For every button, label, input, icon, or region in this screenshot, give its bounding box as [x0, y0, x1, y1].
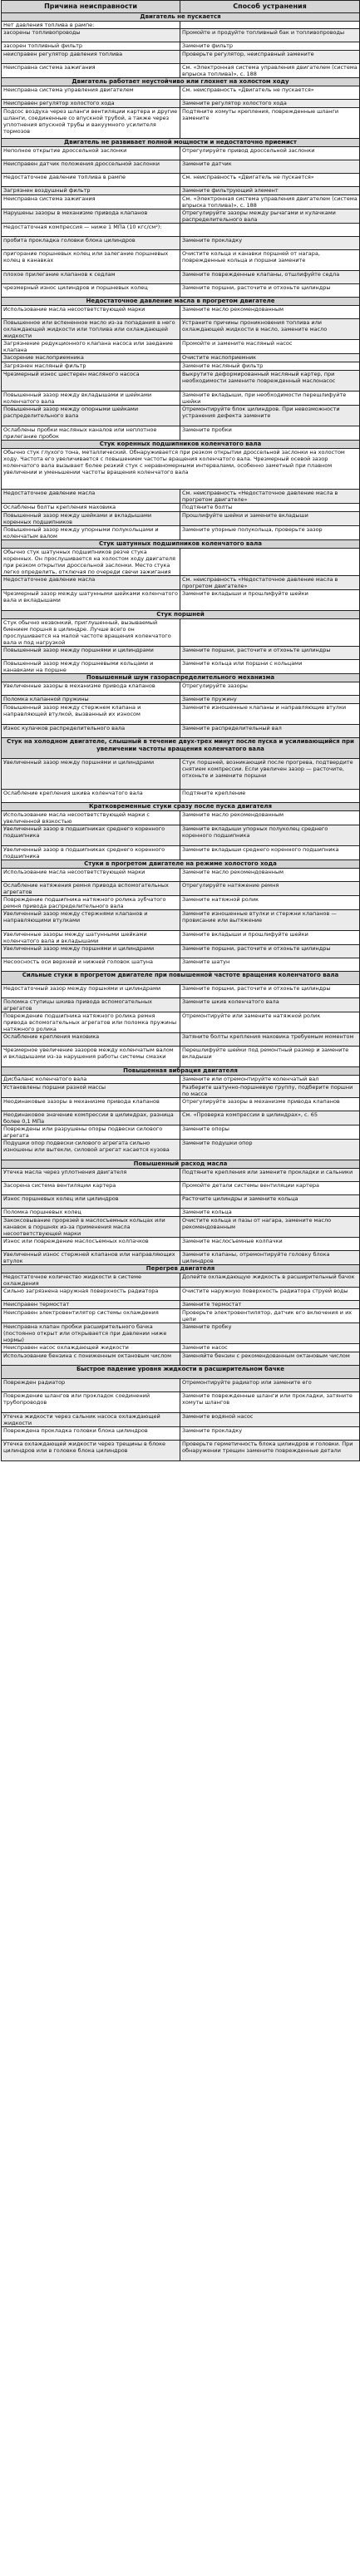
- section-header: [2, 78, 360, 86]
- fix-cell: См. «Проверка компрессии в цилиндрах», с. 65: [180, 1111, 360, 1125]
- section-header: [2, 441, 360, 449]
- cause-cell: Засорена система вентиляции картера: [2, 1182, 180, 1195]
- cause-cell: Неисправен термостат: [2, 1301, 180, 1309]
- cause-cell: Ослабление крепления маховика: [2, 1033, 180, 1047]
- fix-cell: Замените термостат: [180, 1301, 360, 1309]
- table-row: [2, 426, 360, 441]
- section-title: Недостаточное давление масла в прогретом двигателе: [2, 298, 360, 306]
- fix-cell: Замените упорные полукольца, проверьте зазор: [180, 526, 360, 540]
- cause-cell: Повреждение шлангов или прокладок соединений трубопроводов: [2, 1392, 180, 1413]
- cause-cell: Неисправен электровентилятор системы охлаждения: [2, 1309, 180, 1323]
- fix-cell: См. неисправность «Недостаточное давление масла в прогретом двигателе»: [180, 576, 360, 590]
- cause-cell: Обычно стук шатунных подшипников резче стука коренных. Он прослушивается на холостом ходу двигателя при резком открытии дроссельной заслонки. Место стука легко определить, отключая по очереди свечи зажигания: [2, 549, 180, 576]
- table-row: [2, 998, 360, 1012]
- fix-cell: Очистите кольца и канавки поршней от нагара, поврежденные кольца и поршни замените: [180, 250, 360, 271]
- cause-cell: Дисбаланс коленчатого вала: [2, 1076, 180, 1084]
- fix-cell: [180, 619, 360, 647]
- table-row: [2, 945, 360, 958]
- cause-cell: Неполное открытие дроссельной заслонки: [2, 147, 180, 160]
- table-row: [2, 660, 360, 674]
- table-row: [2, 209, 360, 224]
- fix-cell: Расточите цилиндры и замените кольца: [180, 1195, 360, 1209]
- fix-cell: Очистите кольца и пазы от нагара, замените масло рекомендованным: [180, 1217, 360, 1238]
- fix-cell: Замените или отремонтируйте коленчатый вал: [180, 1076, 360, 1084]
- fix-cell: Замените поршни, расточите и отхоньте цилиндры: [180, 647, 360, 660]
- section-header: [2, 611, 360, 619]
- section-title: Двигатель работает неустойчиво или глохнет на холостом ходу: [2, 78, 360, 86]
- fix-cell: Замените шкив коленчатого вала: [180, 998, 360, 1012]
- table-row: [2, 371, 360, 392]
- table-row: [2, 725, 360, 738]
- table-body: [2, 13, 360, 1461]
- table-row: [2, 1301, 360, 1309]
- fix-cell: Замените масло рекомендованным: [180, 811, 360, 825]
- section-header: [2, 1067, 360, 1076]
- cause-cell: Увеличенные зазоры между шатунными шейками коленчатого вала и вкладышами: [2, 931, 180, 945]
- fix-cell: Подтяните болты: [180, 504, 360, 512]
- table-row: [2, 1140, 360, 1160]
- table-row: [2, 1251, 360, 1265]
- cause-cell: Поврежден радиатор: [2, 1379, 180, 1392]
- cause-cell: Использование масла несоответствующей марки: [2, 306, 180, 319]
- table-row: [2, 1288, 360, 1301]
- cause-cell: Поломка ступицы шкива привода вспомогательных агрегатов: [2, 998, 180, 1012]
- table-row: [2, 931, 360, 945]
- table-row: [2, 86, 360, 100]
- fix-cell: Отремонтируйте или замените натяжной ролик: [180, 1012, 360, 1033]
- table-row: [2, 869, 360, 882]
- cause-cell: Использование бензина с пониженным октановым числом: [2, 1352, 180, 1366]
- fix-cell: Отрегулируйте зазоры: [180, 682, 360, 696]
- section-header: [2, 1265, 360, 1273]
- cause-cell: засорен топливный фильтр: [2, 42, 180, 51]
- section-header: [2, 139, 360, 147]
- cause-cell: Поломка клапанной пружины: [2, 696, 180, 704]
- table-row: [2, 406, 360, 426]
- cause-cell: Повышенный зазор между поршневыми кольцами и канавками на поршне: [2, 660, 180, 674]
- cause-cell: Повреждены или разрушены опоры подвески силового агрегата: [2, 1125, 180, 1140]
- cause-cell: Обычно стук глухого тона, металлический. Обнаруживается при резком открытии дроссельной заслонки на холостом ходу. Частота его увеличивается с повышением частоты вращения коленчатого вала. Чрезмерный осевой зазор коленчатого вала вызывает более резкий стук с неравномерными интервалами, особенно заметный при плавном увеличении и уменьшении частоты вращения коленчатого вала: [2, 449, 360, 490]
- troubleshooting-table: [1, 0, 360, 1461]
- fix-cell: Отрегулируйте зазоры в механизме привода клапанов: [180, 1098, 360, 1111]
- fix-cell: Отрегулируйте зазоры между рычагами и кулачками распределительного вала: [180, 209, 360, 224]
- fix-cell: Отрегулируйте привод дроссельной заслонки: [180, 147, 360, 160]
- fix-cell: Замените распределительный вал: [180, 725, 360, 738]
- fix-cell: Замените маслосъемные колпачки: [180, 1238, 360, 1251]
- cause-cell: Повышенный зазор между вкладышами и шейками коленчатого вала: [2, 392, 180, 406]
- table-row: [2, 1125, 360, 1140]
- fix-cell: Стук поршней, возникающий после прогрева, подтвердите снятием компрессии. Если увеличен зазор — расточите, отхоньте и замените поршни: [180, 759, 360, 790]
- table-row: [2, 790, 360, 803]
- cause-cell: Чрезмерный износ шестерен масляного насоса: [2, 371, 180, 392]
- fix-cell: Прошлифуйте шейки и замените вкладыши: [180, 512, 360, 526]
- fix-cell: Замените пружину: [180, 696, 360, 704]
- fix-cell: [180, 22, 360, 29]
- cause-cell: Повышенный зазор между опорными шейками распределительного вала: [2, 406, 180, 426]
- table-row: [2, 896, 360, 910]
- cause-cell: Неисправен датчик положения дроссельной заслонки: [2, 160, 180, 174]
- fix-cell: Проверьте электровентилятор, датчик его включения и их цепи: [180, 1309, 360, 1323]
- section-header: [2, 13, 360, 22]
- cause-cell: Нарушены зазоры в механизме привода клапанов: [2, 209, 180, 224]
- cause-cell: Недостаточное количество жидкости в системе охлаждения: [2, 1273, 180, 1288]
- cause-cell: Увеличенный зазор в подшипниках среднего коренного подшипника: [2, 825, 180, 846]
- table-row: [2, 64, 360, 78]
- section-title: Стуки в прогретом двигателе на режиме холостого хода: [2, 860, 360, 869]
- table-row: [2, 1273, 360, 1288]
- cause-cell: Установлены поршни разной массы: [2, 1084, 180, 1098]
- fix-cell: Разберите шатунно-поршневую группу, подберите поршни по массе: [180, 1084, 360, 1098]
- table-row: [2, 29, 360, 42]
- table-header-row: [2, 1, 360, 13]
- table-row: [2, 1413, 360, 1427]
- table-row: [2, 340, 360, 354]
- fix-cell: Замените пробки: [180, 426, 360, 441]
- cause-cell: Загрязнен воздушный фильтр: [2, 187, 180, 195]
- cause-cell: Ослаблены пробки масляных каналов или неплотное прилегание пробок: [2, 426, 180, 441]
- cause-cell: Утечка охлаждающей жидкости через трещины в блоке цилиндров или в головке блока цилиндров: [2, 1441, 180, 1461]
- table-row: [2, 490, 360, 504]
- cause-cell: Повреждена прокладка головки блока цилиндров: [2, 1427, 180, 1441]
- fix-cell: Замените фильтр: [180, 42, 360, 51]
- fix-cell: Подтяните хомуты крепления, поврежденные шланги замените: [180, 108, 360, 139]
- fix-cell: Замените поршни, расточите и отхоньте цилиндры: [180, 284, 360, 298]
- fix-cell: Перешлифуйте шейки под ремонтный размер и замените вкладыши: [180, 1047, 360, 1067]
- cause-cell: пробита прокладка головки блока цилиндров: [2, 237, 180, 250]
- fix-cell: См. «Электронная система управления двигателем (система впрыска топлива)», с. 188: [180, 195, 360, 209]
- fix-cell: Замените фильтрующий элемент: [180, 187, 360, 195]
- fix-cell: См. неисправность «Двигатель не пускается»: [180, 86, 360, 100]
- fix-cell: Подтяните крепление: [180, 790, 360, 803]
- table-row: [2, 910, 360, 931]
- fix-cell: Затяните болты крепления маховика требуемым моментом: [180, 1033, 360, 1047]
- cause-cell: Повышенный зазор между стержнем клапана и направляющей втулкой, вызванный их износом: [2, 704, 180, 725]
- fix-cell: Замените натяжной ролик: [180, 896, 360, 910]
- cause-cell: Неодинаковое значение компрессии в цилиндрах, разница более 0,1 МПа: [2, 1111, 180, 1125]
- fix-cell: Замените регулятор холостого хода: [180, 100, 360, 108]
- fix-cell: Устраните причины проникновения топлива или охлаждающей жидкости в масло, замените масло: [180, 319, 360, 340]
- fix-cell: Замените вкладыши и прошлифуйте шейки: [180, 931, 360, 945]
- table-row: [2, 1195, 360, 1209]
- table-row: [2, 1441, 360, 1461]
- cause-cell: Засорение маслоприемника: [2, 354, 180, 362]
- table-row: [2, 174, 360, 187]
- fix-cell: Замените кольца или поршни с кольцами: [180, 660, 360, 674]
- table-row: [2, 284, 360, 298]
- cause-cell: Недостаточная компрессия — ниже 1 МПа (10 кгс/см²):: [2, 224, 180, 237]
- cause-cell: Неисправен регулятор холостого хода: [2, 100, 180, 108]
- fix-cell: Замените опоры: [180, 1125, 360, 1140]
- cause-cell: Утечка жидкости через сальник насоса охлаждающей жидкости: [2, 1413, 180, 1427]
- fix-cell: Замените поршни, расточите и отхоньте цилиндры: [180, 985, 360, 998]
- section-header: [2, 298, 360, 306]
- table-row: [2, 1111, 360, 1125]
- cause-cell: Нет давления топлива в рампе:: [2, 22, 180, 29]
- fix-cell: Замените масло рекомендованным: [180, 306, 360, 319]
- cause-cell: Неисправна клапан пробки расширительного бачка (постоянно открыт или открывается при давлении ниже нормы): [2, 1323, 180, 1344]
- fix-cell: Замените датчик: [180, 160, 360, 174]
- section-title: Стук шатунных подшипников коленчатого вала: [2, 540, 360, 549]
- fix-cell: Замените вкладыши и прошлифуйте шейки: [180, 590, 360, 611]
- fix-cell: Замените клапаны, отремонтируйте головку блока цилиндров: [180, 1251, 360, 1265]
- table-row: [2, 1182, 360, 1195]
- table-row: [2, 846, 360, 860]
- section-title: Повышенный расход масла: [2, 1160, 360, 1169]
- header-cause: Причина неисправности: [2, 1, 180, 13]
- table-row: [2, 271, 360, 284]
- table-row: [2, 195, 360, 209]
- table-row: [2, 985, 360, 998]
- cause-cell: Увеличенный износ стержней клапанов или направляющих втулок: [2, 1251, 180, 1265]
- cause-cell: Неисправен насос охлаждающей жидкости: [2, 1344, 180, 1352]
- fix-cell: Отрегулируйте натяжение ремня: [180, 882, 360, 896]
- cause-cell: Повреждение подшипника натяжного ролика зубчатого ремня привода распределительного вала: [2, 896, 180, 910]
- cause-cell: Использование масла несоответствующей марки: [2, 869, 180, 882]
- section-header: [2, 540, 360, 549]
- table-row: [2, 576, 360, 590]
- table-row: [2, 526, 360, 540]
- section-title: Двигатель не пускается: [2, 13, 360, 22]
- section-title: Стук коренных подшипников коленчатого вала: [2, 441, 360, 449]
- cause-cell: Повышенный зазор между упорными полукольцами и коленчатым валом: [2, 526, 180, 540]
- fix-cell: Замените вкладыши среднего коренного подшипника: [180, 846, 360, 860]
- table-row: [2, 354, 360, 362]
- cause-cell: Увеличенный зазор между поршнями и цилиндрами: [2, 759, 180, 790]
- fix-cell: Замените насос: [180, 1344, 360, 1352]
- section-header: [2, 1366, 360, 1379]
- table-row: [2, 362, 360, 371]
- table-row: [2, 1217, 360, 1238]
- table-row: [2, 319, 360, 340]
- table-row: [2, 187, 360, 195]
- cause-cell: Подушки опор подвески силового агрегата сильно изношены или вытекли, силовой агрегат касается кузова: [2, 1140, 180, 1160]
- cause-cell: Износ поршневых колец или цилиндров: [2, 1195, 180, 1209]
- cause-cell: Неисправна система управления двигателем: [2, 86, 180, 100]
- fix-cell: Отремонтируйте блок цилиндров. При невозможности устранения дефекта замените: [180, 406, 360, 426]
- fix-cell: Промойте и продуйте топливный бак и топливопроводы: [180, 29, 360, 42]
- table-row: [2, 512, 360, 526]
- cause-cell: Повышенный зазор между шейками и вкладышами коренных подшипников: [2, 512, 180, 526]
- fix-cell: Замените прокладку: [180, 237, 360, 250]
- table-row: [2, 306, 360, 319]
- fix-cell: Выкрутите деформированный масляный картер, при необходимости замените поврежденный маслонасос: [180, 371, 360, 392]
- section-title: Сильные стуки в прогретом двигателе при повышенной частоте вращения коленчатого вала: [2, 972, 360, 985]
- fix-cell: Очистите наружную поверхность радиатора струей воды: [180, 1288, 360, 1301]
- table-row: [2, 549, 360, 576]
- cause-cell: Износ кулачков распределительного вала: [2, 725, 180, 738]
- section-header: [2, 738, 360, 759]
- table-row: [2, 1076, 360, 1084]
- fix-cell: См. неисправность «Недостаточное давление масла в прогретом двигателе»: [180, 490, 360, 504]
- table-row: [2, 1209, 360, 1217]
- cause-cell: Закоксовывание прорезей в маслосъемных кольцах или канавок в поршнях из-за применения масла несоответствующей марки: [2, 1217, 180, 1238]
- table-row: [2, 1084, 360, 1098]
- fix-cell: Замените прокладку: [180, 1427, 360, 1441]
- table-row: [2, 647, 360, 660]
- table-row: [2, 1392, 360, 1413]
- section-title: Кратковременные стуки сразу после пуска двигателя: [2, 803, 360, 811]
- table-row: [2, 1047, 360, 1067]
- table-row: [2, 392, 360, 406]
- table-row: [2, 224, 360, 237]
- fix-cell: Замените поврежденные шланги или прокладки, затяните хомуты шлангов: [180, 1392, 360, 1413]
- table-row: [2, 22, 360, 29]
- fix-cell: Подтяните крепления или замените прокладки и сальники: [180, 1169, 360, 1182]
- cause-cell: Увеличенный зазор в подшипниках среднего коренного подшипника: [2, 846, 180, 860]
- fix-cell: Долейте охлаждающую жидкость в расширительный бачок: [180, 1273, 360, 1288]
- cause-cell: Использование масла несоответствующей марки с увеличенной вязкостью: [2, 811, 180, 825]
- fix-cell: Очистите маслоприемник: [180, 354, 360, 362]
- table-row: [2, 704, 360, 725]
- table-row: [2, 100, 360, 108]
- table-row: [2, 1098, 360, 1111]
- section-title: Двигатель не развивает полной мощности и недостаточно приемист: [2, 139, 360, 147]
- fix-cell: Замените вкладыши упорных полуколец среднего коренного подшипника: [180, 825, 360, 846]
- cause-cell: Загрязнен масляный фильтр: [2, 362, 180, 371]
- fix-cell: Проверьте герметичность блока цилиндров и головки. При обнаружении трещин замените поврежденные детали: [180, 1441, 360, 1461]
- table-row: [2, 1309, 360, 1323]
- table-row: [2, 1033, 360, 1047]
- table-row: [2, 590, 360, 611]
- table-row: [2, 250, 360, 271]
- table-row: [2, 1323, 360, 1344]
- table-row: [2, 696, 360, 704]
- cause-cell: Увеличенный зазор между стержнями клапанов и направляющими втулками: [2, 910, 180, 931]
- cause-cell: Неисправна система зажигания: [2, 64, 180, 78]
- cause-cell: Ослаблены болты крепления маховика: [2, 504, 180, 512]
- table-row: [2, 42, 360, 51]
- cause-cell: Чрезмерное увеличение зазоров между коленчатым валом и вкладышами из-за нарушения работы системы смазки: [2, 1047, 180, 1067]
- fix-cell: Замените поврежденные клапаны, отшлифуйте седла: [180, 271, 360, 284]
- table-row: [2, 811, 360, 825]
- fix-cell: Промойте и замените масляный насос: [180, 340, 360, 354]
- fix-cell: Замените поршни, расточите и отхоньте цилиндры: [180, 945, 360, 958]
- table-row: [2, 160, 360, 174]
- section-title: Перегрев двигателя: [2, 1265, 360, 1273]
- cause-cell: чрезмерный износ цилиндров и поршневых колец: [2, 284, 180, 298]
- fix-cell: См. «Электронная система управления двигателем (система впрыска топлива)», с. 188: [180, 64, 360, 78]
- table-row: [2, 825, 360, 846]
- section-header: [2, 1160, 360, 1169]
- table-row: [2, 1344, 360, 1352]
- section-header: [2, 674, 360, 682]
- table-row: [2, 1169, 360, 1182]
- fix-cell: Замените масляный фильтр: [180, 362, 360, 371]
- table-row: [2, 108, 360, 139]
- fix-cell: Отремонтируйте радиатор или замените его: [180, 1379, 360, 1392]
- fix-cell: Замените вкладыши, при необходимости перешлифуйте шейки: [180, 392, 360, 406]
- fix-cell: [180, 224, 360, 237]
- section-header: [2, 972, 360, 985]
- cause-cell: Чрезмерный зазор между шатунными шейками коленчатого вала и вкладышами: [2, 590, 180, 611]
- cause-cell: Недостаточное давление топлива в рампе: [2, 174, 180, 187]
- cause-cell: Подсос воздуха через шланги вентиляции картера и другие шланги, соединенные со впускной трубой, а также через уплотнения впускной трубы и вакуумного усилителя тормозов: [2, 108, 180, 139]
- cause-cell: Ослабление крепления шкива коленчатого вала: [2, 790, 180, 803]
- section-title: Повышенный шум газораспределительного механизма: [2, 674, 360, 682]
- fix-cell: Замените подушки опор: [180, 1140, 360, 1160]
- fix-cell: Замените масло рекомендованным: [180, 869, 360, 882]
- cause-cell: Неодинаковые зазоры в механизме привода клапанов: [2, 1098, 180, 1111]
- cause-cell: плохое прилегание клапанов к седлам: [2, 271, 180, 284]
- table-row: [2, 51, 360, 64]
- cause-cell: Увеличенные зазоры в механизме привода клапанов: [2, 682, 180, 696]
- cause-cell: Загрязнение редукционного клапана насоса или заедание клапана: [2, 340, 180, 354]
- fix-cell: Проверьте регулятор, неисправный замените: [180, 51, 360, 64]
- table-row: [2, 1238, 360, 1251]
- cause-cell: Стук обычно незвонкий, приглушенный, вызываемый биением поршня в цилиндре. Лучше всего он прослушивается на малой частоте вращения коленчатого вала и под нагрузкой: [2, 619, 180, 647]
- cause-cell: Поломка поршневых колец: [2, 1209, 180, 1217]
- fix-cell: Замените шатун: [180, 958, 360, 972]
- cause-cell: Утечка масла через уплотнения двигателя: [2, 1169, 180, 1182]
- table-row: [2, 1012, 360, 1033]
- fix-cell: Замените изношенные втулки и стержни клапанов — провисание или вытяжение: [180, 910, 360, 931]
- cause-cell: неисправен регулятор давления топлива: [2, 51, 180, 64]
- header-fix: Способ устранения: [180, 1, 360, 13]
- fix-cell: Промойте детали системы вентиляции картера: [180, 1182, 360, 1195]
- table-row: [2, 619, 360, 647]
- table-row: [2, 237, 360, 250]
- fix-cell: См. неисправность «Двигатель не пускается»: [180, 174, 360, 187]
- fix-cell: Замените водяной насос: [180, 1413, 360, 1427]
- cause-cell: Повышенный зазор между поршнями и цилиндрами: [2, 647, 180, 660]
- section-title: Быстрое падение уровня жидкости в расширительном бачке: [2, 1366, 360, 1379]
- cause-cell: Повреждение подшипника натяжного ролика ремня привода вспомогательных агрегатов или поломка пружины натяжного ролика: [2, 1012, 180, 1033]
- fix-cell: Замените изношенные клапаны и направляющие втулки: [180, 704, 360, 725]
- cause-cell: Износ или повреждение маслосъемных колпачков: [2, 1238, 180, 1251]
- table-row: [2, 958, 360, 972]
- table-row: [2, 504, 360, 512]
- cause-cell: засорены топливопроводы: [2, 29, 180, 42]
- table-row: [2, 449, 360, 490]
- cause-cell: Ослабление натяжения ремня привода вспомогательных агрегатов: [2, 882, 180, 896]
- fix-cell: Заменяйте бензин с рекомендованным октановым числом: [180, 1352, 360, 1366]
- cause-cell: Недостаточное давление масла: [2, 576, 180, 590]
- cause-cell: Увеличенный зазор между поршнями и цилиндрами: [2, 945, 180, 958]
- table-row: [2, 147, 360, 160]
- table-row: [2, 682, 360, 696]
- fix-cell: Замените кольца: [180, 1209, 360, 1217]
- cause-cell: Сильно загрязнена наружная поверхность радиатора: [2, 1288, 180, 1301]
- cause-cell: Повышенное или вспененное масло из-за попадания в него охлаждающей жидкости или топлива или охлаждающей жидкости: [2, 319, 180, 340]
- section-header: [2, 803, 360, 811]
- section-title: Стук на холодном двигателе, слышный в течение двух-трех минут после пуска и усиливающийся при увеличении частоты вращения коленчатого вала: [2, 738, 360, 759]
- table-row: [2, 1352, 360, 1366]
- table-row: [2, 759, 360, 790]
- cause-cell: Недостаточный зазор между поршнями и цилиндрами: [2, 985, 180, 998]
- section-title: Стук поршней: [2, 611, 360, 619]
- table-row: [2, 1427, 360, 1441]
- cause-cell: пригорание поршневых колец или залегание поршневых колец в канавках: [2, 250, 180, 271]
- section-header: [2, 860, 360, 869]
- section-title: Повышенная вибрация двигателя: [2, 1067, 360, 1076]
- fix-cell: [180, 549, 360, 576]
- cause-cell: Неисправна система зажигания: [2, 195, 180, 209]
- table-row: [2, 1379, 360, 1392]
- cause-cell: Несоосность оси верхней и нижней головок шатуна: [2, 958, 180, 972]
- fix-cell: Замените пробку: [180, 1323, 360, 1344]
- cause-cell: Недостаточное давление масла: [2, 490, 180, 504]
- table-row: [2, 882, 360, 896]
